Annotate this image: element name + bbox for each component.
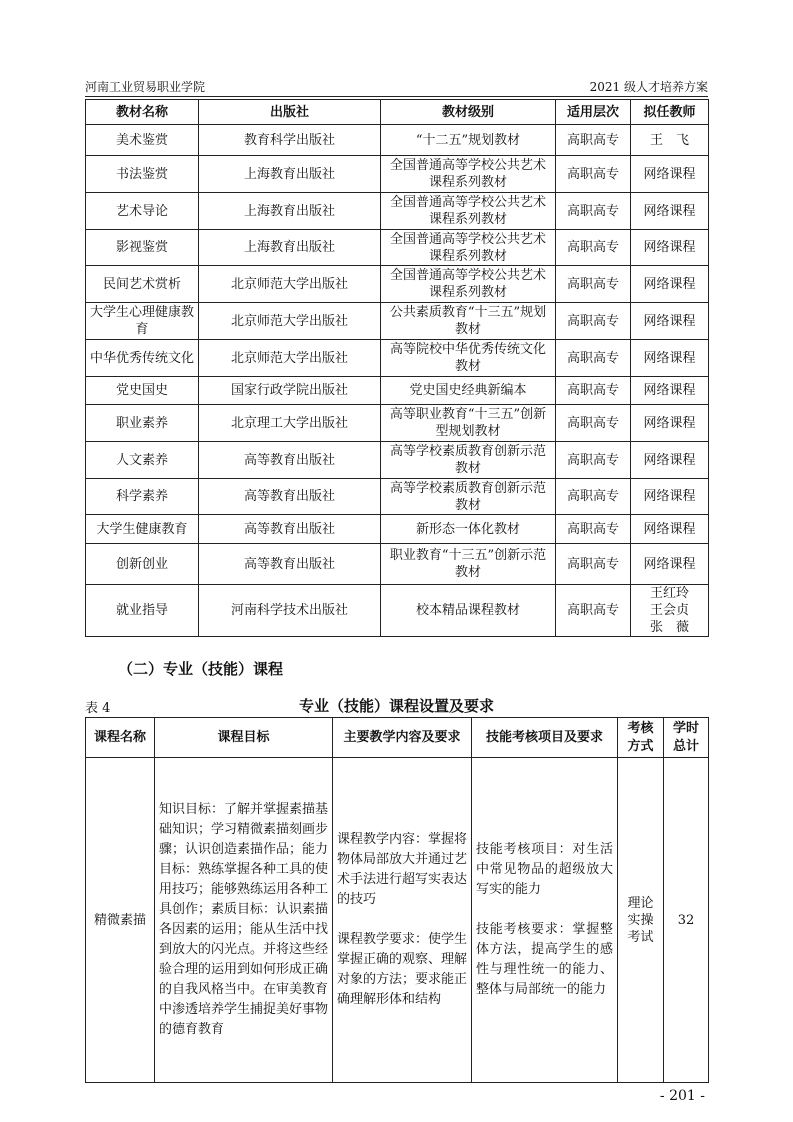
table-cell: 国家行政学院出版社 [199, 377, 381, 405]
table-row [86, 442, 709, 479]
table-cell: 大学生心理健康教育 [86, 303, 199, 340]
table-row [86, 340, 709, 377]
table-row [86, 515, 709, 544]
table-row [86, 377, 709, 405]
table-cell: 王红玲 王会贞 张 薇 [631, 585, 709, 637]
table-cell: “十二五”规划教材 [381, 125, 556, 156]
table-row [86, 125, 709, 156]
table-cell: 高职高专 [556, 515, 631, 544]
column-header: 拟任教师 [631, 100, 709, 125]
table-cell: 教育科学出版社 [199, 125, 381, 156]
table-cell: 王 飞 [631, 125, 709, 156]
table-cell: 网络课程 [631, 340, 709, 377]
course-table [85, 717, 709, 1083]
table-cell: 民间艺术赏析 [86, 266, 199, 303]
table-cell: 网络课程 [631, 479, 709, 515]
table-cell: 课程教学内容：掌握将物体局部放大并通过艺术手法进行超写实表达的技巧 课程教学要求：使学生掌握正确的观察、理解对象的方法；要求能正确理解形体和结构 [333, 758, 472, 1083]
table-cell: 网络课程 [631, 266, 709, 303]
column-header: 学时 总计 [664, 718, 709, 758]
table-cell: 党史国史经典新编本 [381, 377, 556, 405]
table-row [86, 266, 709, 303]
table-cell: 高职高专 [556, 479, 631, 515]
header-doc-title: 2021 级人才培养方案 [589, 80, 708, 94]
table-cell: 高等院校中华优秀传统文化教材 [381, 340, 556, 377]
table-cell: 网络课程 [631, 544, 709, 585]
table-cell: 全国普通高等学校公共艺术课程系列教材 [381, 230, 556, 266]
table-row [86, 479, 709, 515]
column-header: 主要教学内容及要求 [333, 718, 472, 758]
table-cell: 北京理工大学出版社 [199, 405, 381, 442]
table-cell: 上海教育出版社 [199, 193, 381, 230]
table-cell: 就业指导 [86, 585, 199, 637]
table-cell: 科学素养 [86, 479, 199, 515]
table-cell: 高职高专 [556, 156, 631, 193]
table-cell: 影视鉴赏 [86, 230, 199, 266]
table-cell: 高职高专 [556, 405, 631, 442]
table-cell: 创新创业 [86, 544, 199, 585]
column-header: 课程目标 [155, 718, 333, 758]
table-cell: 高等教育出版社 [199, 442, 381, 479]
table-cell: 理论 实操 考试 [618, 758, 664, 1083]
table-row [86, 156, 709, 193]
table-cell: 高等教育出版社 [199, 544, 381, 585]
table-cell: 网络课程 [631, 193, 709, 230]
table-cell: 网络课程 [631, 156, 709, 193]
table-cell: 职业素养 [86, 405, 199, 442]
table-cell: 32 [664, 758, 709, 1083]
table-row [86, 405, 709, 442]
table-label: 表 4 [85, 701, 111, 716]
table-cell: 新形态一体化教材 [381, 515, 556, 544]
table-title: 专业（技能）课程设置及要求 [298, 697, 494, 715]
table-cell: 高等教育出版社 [199, 515, 381, 544]
table-cell: 北京师范大学出版社 [199, 266, 381, 303]
table-cell: 高职高专 [556, 585, 631, 637]
column-header: 教材级别 [381, 100, 556, 125]
table-cell: 大学生健康教育 [86, 515, 199, 544]
table-cell: 网络课程 [631, 405, 709, 442]
table-cell: 北京师范大学出版社 [199, 303, 381, 340]
table-cell: 网络课程 [631, 303, 709, 340]
column-header: 教材名称 [86, 100, 199, 125]
table-row [86, 585, 709, 637]
table-cell: 高职高专 [556, 303, 631, 340]
table-cell: 高等学校素质教育创新示范教材 [381, 442, 556, 479]
table-cell: 网络课程 [631, 515, 709, 544]
table-cell: 人文素养 [86, 442, 199, 479]
column-header: 考核 方式 [618, 718, 664, 758]
table-cell: 公共素质教育“十三五”规划教材 [381, 303, 556, 340]
table-cell: 高等职业教育“十三五”创新型规划教材 [381, 405, 556, 442]
table-cell: 网络课程 [631, 230, 709, 266]
table-cell: 高职高专 [556, 544, 631, 585]
column-header: 适用层次 [556, 100, 631, 125]
table-row [86, 303, 709, 340]
table-cell: 全国普通高等学校公共艺术课程系列教材 [381, 266, 556, 303]
table-cell: 技能考核项目：对生活中常见物品的超级放大写实的能力 技能考核要求：掌握整体方法，提高学生的感性与理性统一的能力、整体与局部统一的能力 [472, 758, 618, 1083]
table-cell: 书法鉴赏 [86, 156, 199, 193]
table-cell: 精微素描 [86, 758, 155, 1083]
table-cell: 高等教育出版社 [199, 479, 381, 515]
table-cell: 高职高专 [556, 125, 631, 156]
page-number: - 201 - [659, 1088, 705, 1104]
table-cell: 知识目标：了解并掌握素描基础知识；学习精微素描刻画步骤；认识创造素描作品；能力目标：熟练掌握各种工具的使用技巧；能够熟练运用各种工具创作；素质目标：认识素描各因素的运用；能从生活中找到放大的闪光点。并将这些经验合理的运用到如何形成正确的自我风格当中。在审美教育中渗透培养学生捕捉美好事物的德育教育 [155, 758, 333, 1083]
table-row [86, 758, 709, 1083]
table-cell: 高职高专 [556, 230, 631, 266]
header-school: 河南工业贸易职业学院 [85, 80, 206, 94]
table-cell: 网络课程 [631, 377, 709, 405]
table-cell: 高职高专 [556, 266, 631, 303]
table-cell: 高职高专 [556, 377, 631, 405]
table-cell: 校本精品课程教材 [381, 585, 556, 637]
table-cell: 职业教育“十三五”创新示范教材 [381, 544, 556, 585]
table-cell: 上海教育出版社 [199, 156, 381, 193]
table-cell: 艺术导论 [86, 193, 199, 230]
table-cell: 北京师范大学出版社 [199, 340, 381, 377]
column-header: 课程名称 [86, 718, 155, 758]
section-title: （二）专业（技能）课程 [118, 660, 284, 678]
textbook-table [85, 99, 709, 637]
table-cell: 高职高专 [556, 340, 631, 377]
column-header: 技能考核项目及要求 [472, 718, 618, 758]
table-cell: 高职高专 [556, 442, 631, 479]
column-header: 出版社 [199, 100, 381, 125]
table-cell: 美术鉴赏 [86, 125, 199, 156]
table-cell: 网络课程 [631, 442, 709, 479]
table-row [86, 544, 709, 585]
table-cell: 党史国史 [86, 377, 199, 405]
page-header [85, 76, 708, 97]
table-cell: 高等学校素质教育创新示范教材 [381, 479, 556, 515]
table-row [86, 230, 709, 266]
table-cell: 高职高专 [556, 193, 631, 230]
table-cell: 河南科学技术出版社 [199, 585, 381, 637]
table-row [86, 193, 709, 230]
table-cell: 全国普通高等学校公共艺术课程系列教材 [381, 193, 556, 230]
table-cell: 上海教育出版社 [199, 230, 381, 266]
table-cell: 全国普通高等学校公共艺术课程系列教材 [381, 156, 556, 193]
table-cell: 中华优秀传统文化 [86, 340, 199, 377]
